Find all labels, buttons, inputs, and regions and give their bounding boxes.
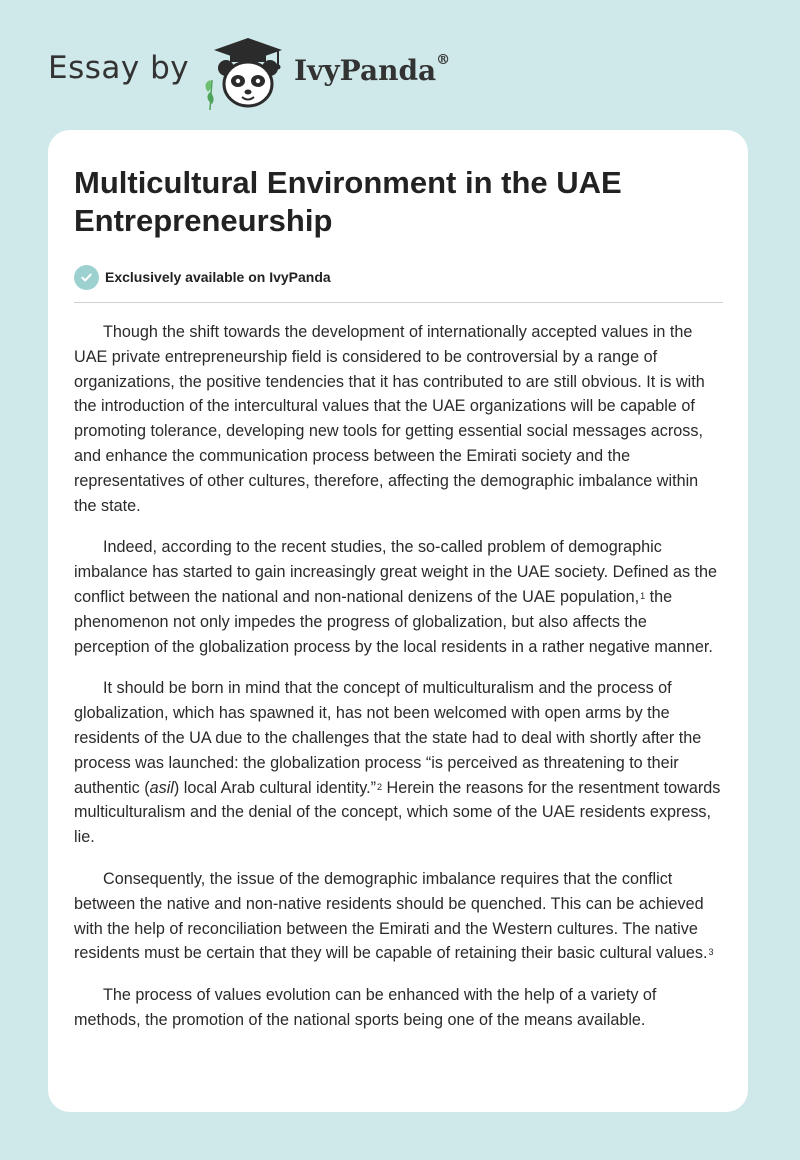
paragraph-text: Though the shift towards the development of internationally accepted values in the UAE private entrepreneurship field is considered to be controversial by a range of organizations, the positive tendencies that it has contributed to are still obvious. It is with the introduction of the intercultural values that the UAE organizations will be capable of promoting tolerance, developing new tools for getting essential social messages across, and enhance the communication process between the Emirati society and the representatives of other cultures, therefore, affecting the demographic imbalance within the state. bbox=[74, 323, 705, 515]
paragraph-text: Consequently, the issue of the demographic imbalance requires that the conflict between the native and non-native residents should be quenched. This can be achieved with the help of reconciliation between the Emirati and the Western cultures. The native residents must be certain that they will be capable of retaining their basic cultural values. bbox=[74, 869, 708, 963]
essay-paragraph bbox=[74, 676, 724, 850]
essay-by-label: Essay by bbox=[48, 50, 190, 86]
essay-card bbox=[48, 130, 748, 1112]
footnote-ref[interactable]: 2 bbox=[377, 781, 383, 792]
footnote-ref[interactable]: 1 bbox=[640, 590, 646, 601]
paragraph-text: It should be born in mind that the concept of multiculturalism and the process of globalization, which has spawned it, has not been welcomed with open arms by the residents of the UA due to the challenges that the state had to deal with shortly after the process was launched: the globalization process “is perceived as threatening to their authentic ( bbox=[74, 679, 702, 797]
exclusive-badge-label: Exclusively available on IvyPanda bbox=[105, 269, 331, 285]
essay-paragraph bbox=[74, 983, 724, 1033]
panda-logo-icon[interactable] bbox=[200, 36, 292, 110]
title-divider bbox=[74, 302, 723, 303]
check-circle-icon bbox=[74, 265, 99, 290]
registered-mark: ® bbox=[436, 52, 451, 68]
brand-name-text: IvyPanda bbox=[294, 54, 437, 87]
brand-name[interactable] bbox=[294, 54, 450, 87]
paragraph-text: Herein the reasons for the resentment towards multiculturalism and the denial of the concept, which some of the UAE residents express, lie. bbox=[74, 778, 721, 847]
essay-title: Multicultural Environment in the UAE Entrepreneurship bbox=[74, 165, 622, 238]
paragraph-text: ) local Arab cultural identity.” bbox=[173, 778, 377, 797]
paragraph-text: the phenomenon not only impedes the progress of globalization, but also affects the perception of the globalization process by the local residents in a rather negative manner. bbox=[74, 587, 713, 656]
footnote-ref[interactable]: 3 bbox=[708, 947, 714, 958]
essay-paragraph bbox=[74, 535, 724, 659]
emphasized-term: asil bbox=[149, 778, 174, 797]
essay-paragraph bbox=[74, 320, 724, 518]
essay-body bbox=[74, 320, 724, 1050]
paragraph-text: The process of values evolution can be enhanced with the help of a variety of methods, the promotion of the national sports being one of the means available. bbox=[74, 986, 657, 1029]
exclusive-badge bbox=[74, 264, 331, 290]
paragraph-text: Indeed, according to the recent studies, the so-called problem of demographic imbalance has started to gain increasingly great weight in the UAE society. Defined as the conflict between the national and non-national denizens of the UAE population, bbox=[74, 538, 718, 606]
site-header bbox=[48, 36, 548, 116]
essay-paragraph bbox=[74, 867, 724, 966]
